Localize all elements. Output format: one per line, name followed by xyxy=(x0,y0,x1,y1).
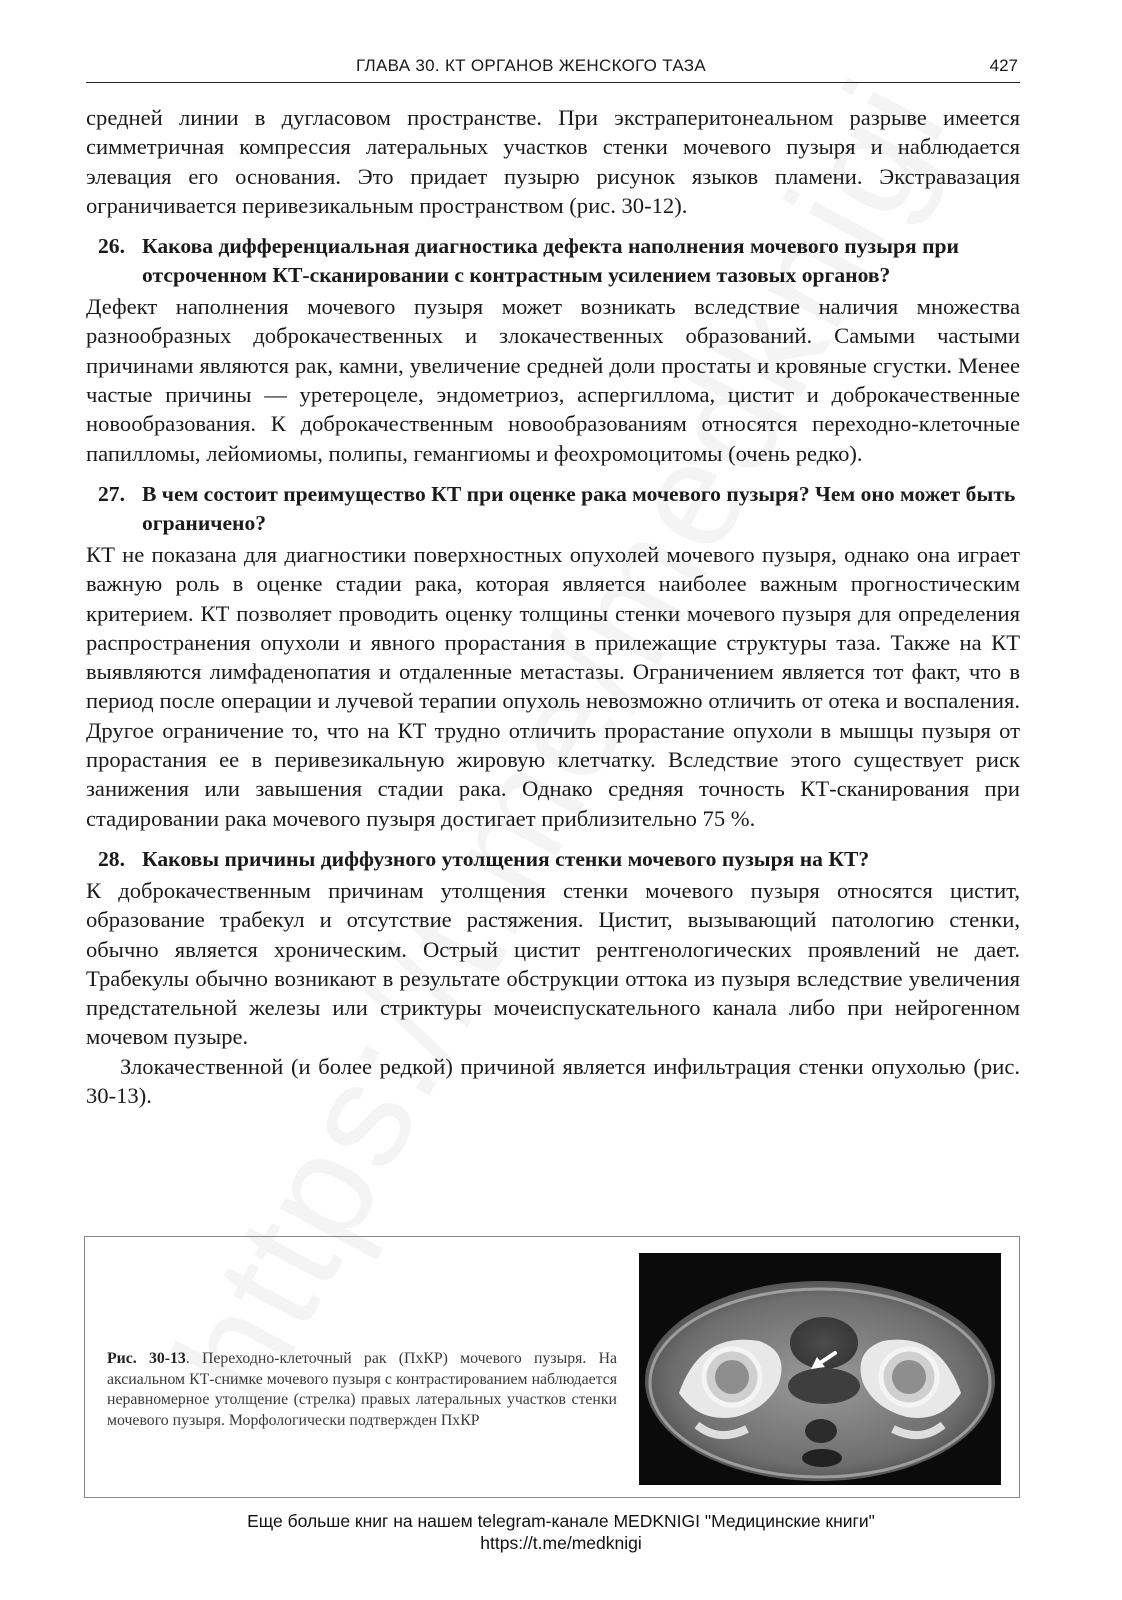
answer-28: К доброкачественным причинам утолщения стенки мочевого пузыря относятся цистит, образование трабекул и отсутствие растяжения. Цистит, вызывающий патологию стенки, обычно является хроническим. Острый цистит рентгенологических проявлений не дает. Трабекулы обычно возникают в результате обструкции оттока из пузыря вследствие увеличения предстательной железы или стриктуры мочеиспускательного канала либо при нейрогенном мочевом пузыре. xyxy=(86,877,1020,1050)
page-number: 427 xyxy=(989,56,1018,75)
promo-link[interactable]: https://t.me/medknigi xyxy=(480,1533,642,1553)
question-27 xyxy=(86,480,1020,538)
question-text: Каковы причины диффузного утолщения стенки мочевого пузыря на КТ? xyxy=(142,846,870,871)
question-number: 26. xyxy=(98,234,125,259)
intro-paragraph: средней линии в дугласовом пространстве. При экстраперитонеальном разрыве имеется симметричная компрессия латеральных участков стенки мочевого пузыря и наблюдается элевация его основания. Это придает пузырю рисунок языков пламени. Экстравазация ограничивается перивезикальным пространством (рис. 30-12). xyxy=(86,105,1020,218)
promo-line: Еще больше книг на нашем telegram-канале MEDKNIGI "Медицинские книги" xyxy=(247,1511,875,1531)
question-28 xyxy=(86,845,1020,874)
figure-label: Рис. 30-13 xyxy=(107,1350,186,1367)
question-26 xyxy=(86,232,1020,290)
ct-scan-image xyxy=(639,1253,1001,1485)
text-column xyxy=(86,103,1020,1110)
answer-26: Дефект наполнения мочевого пузыря может возникать вследствие наличия множества разнообразных доброкачественных и злокачественных образований. Самыми частыми причинами являются рак, камни, увеличение средней доли простаты и кровяные сгустки. Менее частые причины — уретероцеле, эндометриоз, аспергиллома, цистит и доброкачественные новообразования. К доброкачественным новообразованиям относятся переходно-клеточные папилломы, лейомиомы, полипы, гемангиомы и феохромоцитомы (очень редко). xyxy=(86,294,1020,466)
figure-30-13 xyxy=(84,1236,1020,1498)
running-head xyxy=(86,54,1020,83)
answer-27: КТ не показана для диагностики поверхностных опухолей мочевого пузыря, однако она играет важную роль в оценке стадии рака, которая является наиболее важным прогностическим критерием. КТ позволяет проводить оценку толщины стенки мочевого пузыря для определения распространения опухоли и явного прорастания в прилежащие структуры таза. Также на КТ выявляются лимфаденопатия и отдаленные метастазы. Ограничением является тот факт, что в период после операции и лучевой терапии опухоль невозможно отличить от отека и воспаления. Другое ограничение то, что на КТ трудно отличить прорастание опухоли в мышцы пузыря от прорастания ее в перивезикальную жировую клетчатку. Вследствие этого существует риск занижения или завышения стадии рака. Однако средняя точность КТ-сканирования при стадировании рака мочевого пузыря достигает приблизительно 75 %. xyxy=(86,541,1020,831)
footer-promo xyxy=(0,1510,1122,1554)
question-number: 27. xyxy=(98,481,125,506)
figure-caption xyxy=(107,1349,617,1431)
question-number: 28. xyxy=(98,846,125,871)
answer-28-continued: Злокачественной (и более редкой) причиной является инфильтрация стенки опухолью (рис. 30-13). xyxy=(86,1053,1020,1109)
chapter-title: ГЛАВА 30. КТ ОРГАНОВ ЖЕНСКОГО ТАЗА xyxy=(356,56,706,75)
question-text: Какова дифференциальная диагностика дефекта наполнения мочевого пузыря при отсроченном КТ-сканировании с контрастным усилением тазовых органов? xyxy=(142,234,959,288)
figure-caption-text: . Переходно-клеточный рак (ПхКР) мочевого пузыря. На аксиальном КТ-снимке мочевого пузыря с контрастированием наблюдается неравномерное утолщение (стрелка) правых латеральных участков стенки мочевого пузыря. Морфологически подтвержден ПхКР xyxy=(107,1350,617,1429)
question-text: В чем состоит преимущество КТ при оценке рака мочевого пузыря? Чем оно может быть ограничено? xyxy=(142,481,1016,535)
